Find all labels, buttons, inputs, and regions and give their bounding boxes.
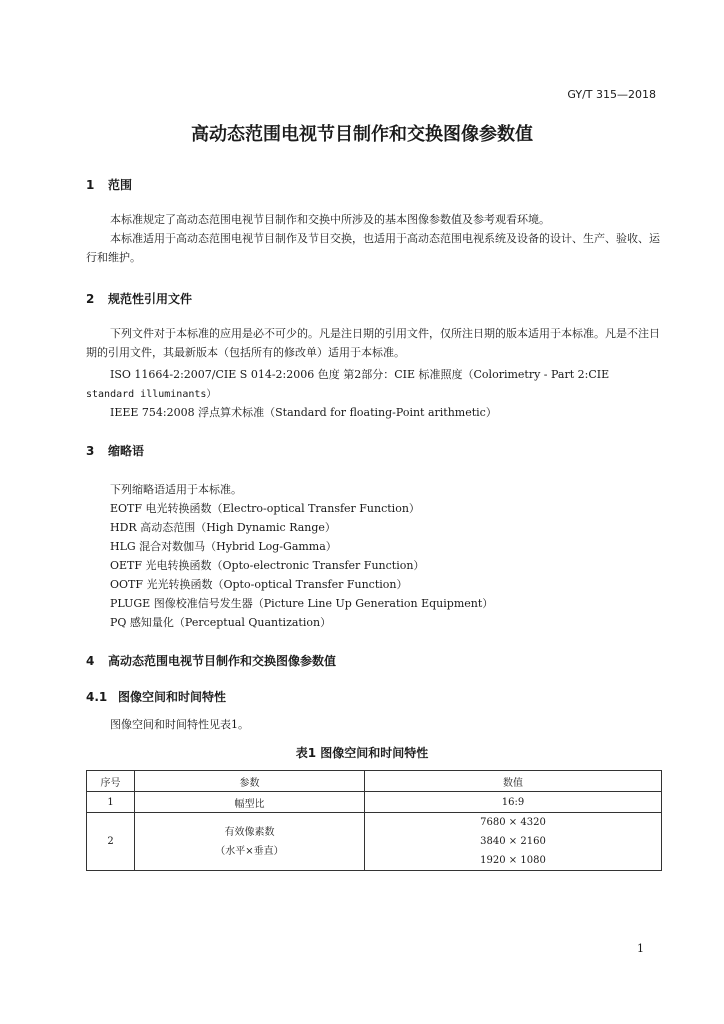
paragraph: 本标准适用于高动态范围电视节目制作及节目交换，也适用于高动态范围电视系统及设备的设计、生产、验收、运行和维护。 (86, 232, 660, 264)
section-number: 2 (86, 292, 95, 306)
table-caption: 表1 图像空间和时间特性 (295, 746, 429, 760)
section-1-heading (86, 176, 132, 193)
section-title: 高动态范围电视节目制作和交换图像参数值 (108, 654, 337, 668)
value-line: 7680 × 4320 (480, 817, 546, 828)
header-cell: 序号 (87, 771, 135, 792)
reference-iso: ISO 11664-2:2007/CIE S 014-2:2006 色度 第2部分：CIE 标准照度（Colorimetry - Part 2:CIE (110, 368, 610, 381)
standard-code: GY/T 315—2018 (567, 88, 656, 101)
param-line: （水平×垂直） (215, 845, 284, 857)
abbreviations-intro: 下列缩略语适用于本标准。 (110, 483, 242, 496)
section-number: 1 (86, 178, 95, 192)
param-line: 有效像素数 (224, 826, 275, 838)
abbreviation-item: HDR 高动态范围（High Dynamic Range） (110, 521, 336, 534)
abbreviation-item: PLUGE 图像校准信号发生器（Picture Line Up Generation Equipment） (110, 597, 494, 610)
value-line: 3840 × 2160 (480, 836, 546, 847)
table-cell-value (365, 813, 662, 871)
paragraph: 本标准规定了高动态范围电视节目制作和交换中所涉及的基本图像参数值及参考观看环境。 (110, 213, 550, 226)
table-header-row (87, 771, 662, 792)
section-number: 4.1 (86, 690, 108, 704)
abbreviation-item: OETF 光电转换函数（Opto-electronic Transfer Function） (110, 559, 425, 572)
section-4-heading (86, 652, 336, 669)
abbreviation-item: HLG 混合对数伽马（Hybrid Log-Gamma） (110, 540, 337, 553)
section-2-heading (86, 290, 192, 307)
header-cell: 数值 (365, 771, 662, 792)
parameters-table (86, 770, 662, 871)
table-row (87, 813, 662, 871)
section-title: 缩略语 (108, 444, 145, 458)
section-title: 图像空间和时间特性 (118, 690, 227, 704)
section-number: 4 (86, 654, 95, 668)
page-number: 1 (637, 942, 644, 955)
table-cell-value: 16:9 (365, 792, 662, 813)
document-title: 高动态范围电视节目制作和交换图像参数值 (191, 124, 533, 145)
header-cell: 参数 (135, 771, 365, 792)
section-title: 规范性引用文件 (108, 292, 193, 306)
value-line: 1920 × 1080 (480, 855, 546, 866)
section-number: 3 (86, 444, 95, 458)
table-cell-param: 幅型比 (135, 792, 365, 813)
abbreviation-item: PQ 感知量化（Perceptual Quantization） (110, 616, 332, 629)
abbreviation-item: EOTF 电光转换函数（Electro-optical Transfer Function） (110, 502, 420, 515)
abbreviation-item: OOTF 光光转换函数（Opto-optical Transfer Function） (110, 578, 408, 591)
table-cell-param (135, 813, 365, 871)
section-4-1-heading (86, 688, 226, 705)
table-row (87, 792, 662, 813)
section-3-heading (86, 442, 144, 459)
table-reference-text: 图像空间和时间特性见表1。 (110, 718, 249, 731)
table-cell-no: 1 (87, 792, 135, 813)
reference-ieee: IEEE 754:2008 浮点算术标准（Standard for floating-Point arithmetic） (110, 406, 497, 419)
reference-iso-continued: standard illuminants） (86, 389, 217, 400)
paragraph: 下列文件对于本标准的应用是必不可少的。凡是注日期的引用文件，仅所注日期的版本适用于本标准。凡是不注日期的引用文件，其最新版本（包括所有的修改单）适用于本标准。 (86, 327, 660, 359)
table-cell-no: 2 (87, 813, 135, 871)
section-title: 范围 (108, 178, 133, 192)
